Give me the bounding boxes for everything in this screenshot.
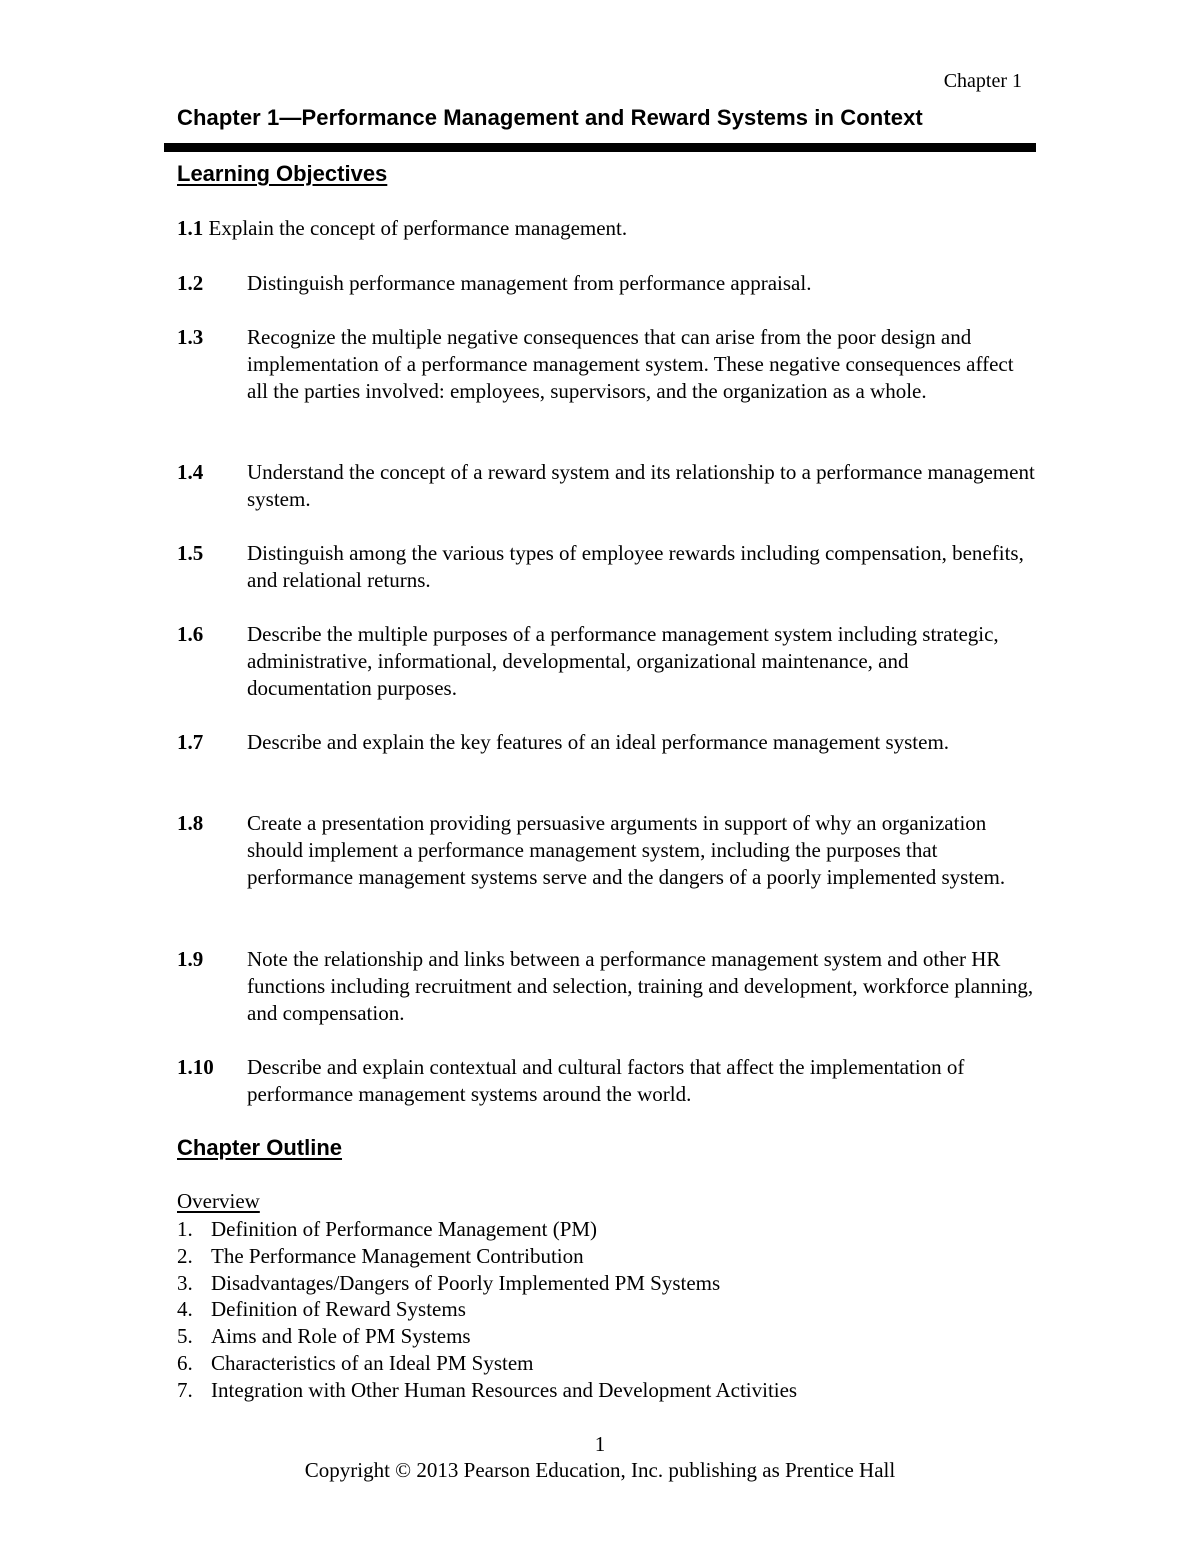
outline-number: 3. [177,1270,193,1295]
objective-number: 1.7 [177,730,204,754]
objective-text: Explain the concept of performance management. [208,216,628,240]
outline-text: Integration with Other Human Resources and Development Activities [211,1377,798,1402]
objective-number: 1.9 [177,947,204,971]
outline-number: 1. [177,1217,193,1241]
copyright-notice: Copyright © 2013 Pearson Education, Inc. publishing as Prentice Hall [304,1458,896,1482]
outline-text: Aims and Role of PM Systems [211,1324,471,1349]
objective-item [177,946,1037,1027]
objective-item [177,324,1037,405]
learning-objectives-heading: Learning Objectives [177,161,388,186]
objective-item [177,270,1037,297]
objective-number: 1.6 [177,622,204,646]
objective-text: Describe and explain the key features of an ideal performance management system. [247,730,950,754]
outline-text: Characteristics of an Ideal PM System [211,1350,534,1375]
objective-number: 1.1 [177,216,204,240]
outline-item [177,1350,797,1377]
objective-item [177,215,627,242]
objective-text: Note the relationship and links between a performance management system and other HR functions including recruitment and selection, training and development, workforce planning, and compensation. [247,947,1034,1025]
outline-number: 2. [177,1243,193,1268]
objective-item [177,459,1037,513]
outline-item [177,1216,797,1243]
outline-item [177,1323,797,1350]
outline-item [177,1243,797,1270]
objective-text: Describe and explain contextual and cultural factors that affect the implementation of performance management systems around the world. [247,1055,965,1106]
outline-number: 7. [177,1377,193,1402]
outline-item [177,1270,797,1297]
chapter-title: Chapter 1—Performance Management and Reward Systems in Context [177,105,923,130]
outline-text: Disadvantages/Dangers of Poorly Implemented PM Systems [211,1270,721,1295]
objective-text: Recognize the multiple negative consequences that can arise from the poor design and implementation of a performance management system. These negative consequences affect all the parties involved: employees, supervisors, and the organization as a whole. [247,325,1014,403]
outline-text: Definition of Reward Systems [211,1297,466,1322]
objective-text: Distinguish performance management from performance appraisal. [247,271,812,295]
outline-number: 5. [177,1324,193,1349]
title-rule [164,143,1036,152]
objective-item [177,1054,1037,1108]
outline-number: 4. [177,1297,193,1322]
objective-text: Describe the multiple purposes of a performance management system including strategic, administrative, informational, developmental, organizational maintenance, and documentation purposes. [247,622,999,700]
objective-text: Distinguish among the various types of employee rewards including compensation, benefits, and relational returns. [247,541,1024,592]
running-header: Chapter 1 [943,70,1022,92]
page-number: 1 [594,1432,606,1456]
outline-text: Definition of Performance Management (PM) [211,1217,598,1241]
outline-item [177,1296,797,1323]
objective-number: 1.8 [177,811,204,835]
objective-item [177,621,1037,702]
objective-number: 1.5 [177,541,204,565]
objective-number: 1.2 [177,271,204,295]
objective-item [177,729,1037,756]
outline-item [177,1377,797,1404]
outline-list [177,1216,797,1404]
chapter-outline-heading: Chapter Outline [177,1135,343,1160]
objective-item [177,810,1037,891]
objective-text: Understand the concept of a reward system and its relationship to a performance management system. [247,460,1035,511]
objective-number: 1.10 [177,1055,214,1079]
outline-text: The Performance Management Contribution [211,1243,584,1268]
objective-number: 1.4 [177,460,204,484]
outline-number: 6. [177,1350,193,1375]
objective-number: 1.3 [177,325,204,349]
overview-label: Overview [177,1189,260,1213]
objective-text: Create a presentation providing persuasive arguments in support of why an organization should implement a performance management system, including the purposes that performance management systems serve and the dangers of a poorly implemented system. [247,811,1006,889]
objective-item [177,540,1037,594]
